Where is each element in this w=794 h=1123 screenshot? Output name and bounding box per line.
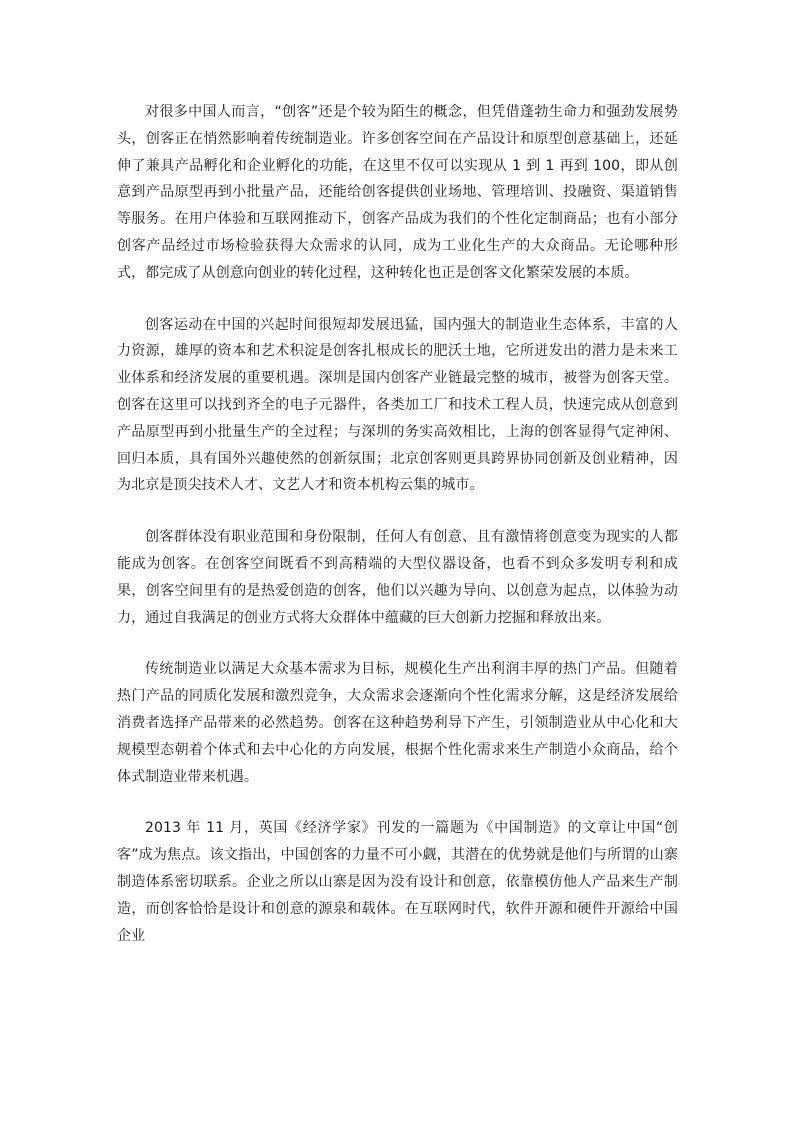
paragraph-1: 对很多中国人而言，“创客”还是个较为陌生的概念，但凭借蓬勃生命力和强劲发展势头，创客正在悄然影响着传统制造业。许多创客空间在产品设计和原型创意基础上，还延伸了兼具产品孵化和企业孵化的功能，在这里不仅可以实现从 1 到 1 再到 100，即从创意到产品原型再到小批量产品，还能给创客提供创业场地、管理培训、投融资、渠道销售等服务。在用户体验和互联网推动下，创客产品成为我们的个性化定制商品；也有小部分创客产品经过市场检验获得大众需求的认同，成为工业化生产的大众商品。无论哪种形式，都完成了从创意向创业的转化过程，这种转化也正是创客文化繁荣发展的本质。 (117, 104, 678, 281)
paragraph-2: 创客运动在中国的兴起时间很短却发展迅猛，国内强大的制造业生态体系，丰富的人力资源，雄厚的资本和艺术积淀是创客扎根成长的肥沃土地，它所迸发出的潜力是未来工业体系和经济发展的重要机遇。深圳是国内创客产业链最完整的城市，被誉为创客天堂。创客在这里可以找到齐全的电子元器件，各类加工厂和技术工程人员，快速完成从创意到产品原型再到小批量生产的全过程；与深圳的务实高效相比，上海的创客显得气定神闲、回归本质，具有国外兴趣使然的创新氛围；北京创客则更具跨界协同创新及创业精神，因为北京是顶尖技术人才、文艺人才和资本机构云集的城市。 (117, 316, 678, 494)
paragraph-4: 传统制造业以满足大众基本需求为目标，规模化生产出利润丰厚的热门产品。但随着热门产品的同质化发展和激烈竞争，大众需求会逐渐向个性化需求分解，这是经济发展给消费者选择产品带来的必然趋势。创客在这种趋势利导下产生，引领制造业从中心化和大规模型态朝着个体式和去中心化的方向发展，根据个性化需求来生产制造小众商品，给个体式制造业带来机遇。 (117, 661, 678, 785)
paragraph-5: 2013 年 11 月，英国《经济学家》刊发的一篇题为《中国制造》的文章让中国“创客”成为焦点。该文指出，中国创客的力量不可小觑，其潜在的优势就是他们与所谓的山寨制造体系密切联系。企业之所以山寨是因为没有设计和创意，依靠模仿他人产品来生产制造，而创客恰恰是设计和创意的源泉和载体。在互联网时代，软件开源和硬件开源给中国企业 (117, 820, 678, 944)
paragraph-3: 创客群体没有职业范围和身份限制，任何人有创意、且有激情将创意变为现实的人都能成为创客。在创客空间既看不到高精端的大型仪器设备，也看不到众多发明专利和成果，创客空间里有的是热爱创造的创客，他们以兴趣为导向、以创意为起点，以体验为动力，通过自我满足的创业方式将大众群体中蕴藏的巨大创新力挖掘和释放出来。 (117, 529, 678, 626)
document-body (117, 99, 678, 974)
